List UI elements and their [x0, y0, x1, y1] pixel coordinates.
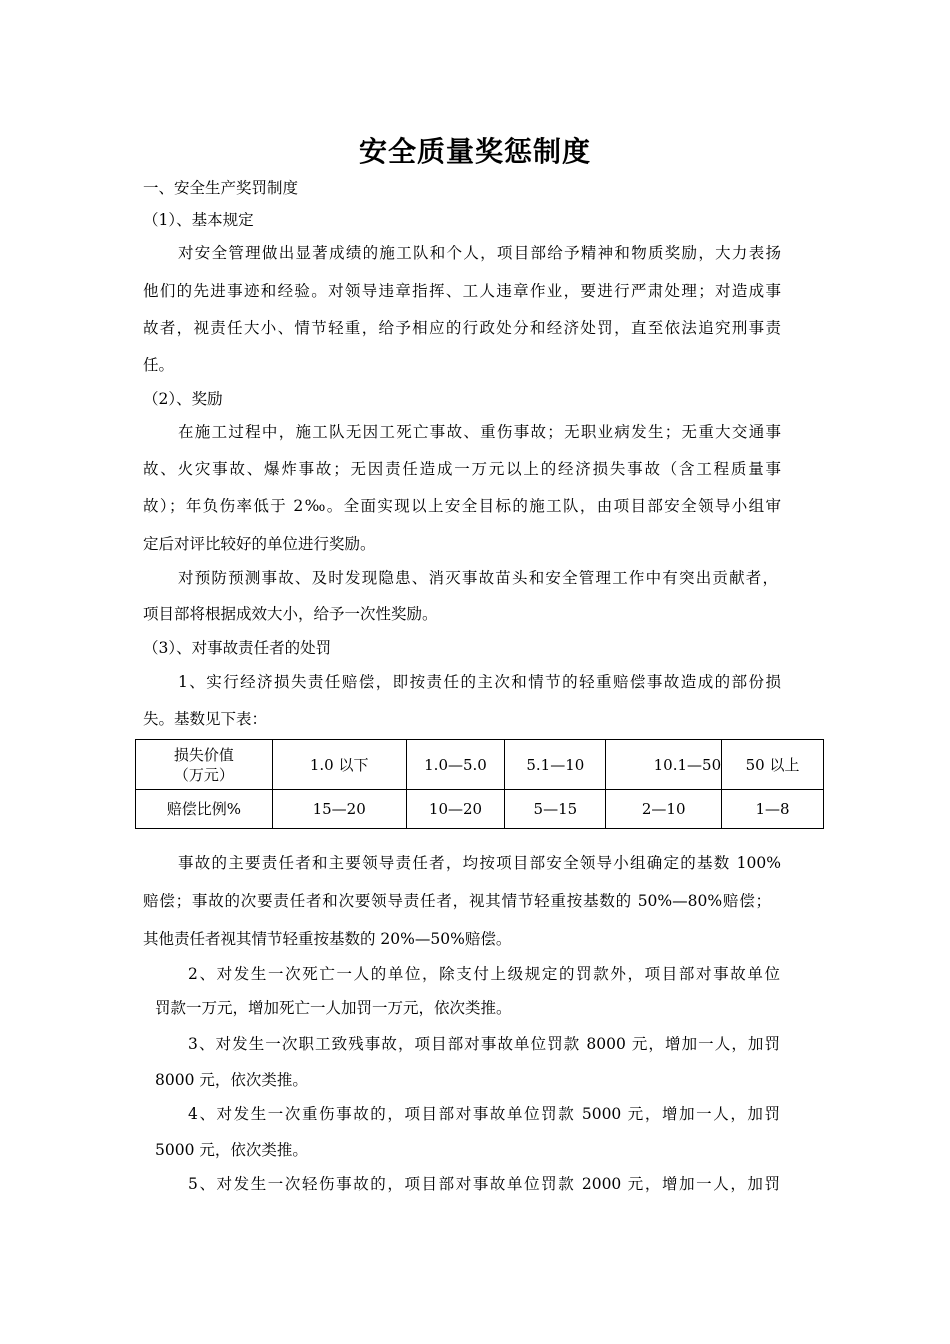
paragraph-line: 在施工过程中，施工队无因工死亡事故、重伤事故；无职业病发生；无重大交通事: [178, 423, 781, 441]
list-item-line: 罚款一万元，增加死亡一人加罚一万元，依次类推。: [155, 999, 512, 1017]
table-cell: 5.1—10: [505, 740, 606, 790]
table-cell: 1.0—5.0: [406, 740, 505, 790]
paragraph-line: 赔偿；事故的次要责任者和次要领导责任者，视其情节轻重按基数的 50%—80%赔偿；: [143, 892, 771, 910]
subsection-heading: （3）、对事故责任者的处罚: [143, 639, 332, 657]
list-item-line: 3、对发生一次职工致残事故，项目部对事故单位罚款 8000 元，增加一人，加罚: [188, 1035, 780, 1053]
paragraph-line: 事故的主要责任者和主要领导责任者，均按项目部安全领导小组确定的基数 100%: [178, 854, 781, 872]
paragraph-line: 故、火灾事故、爆炸事故；无因责任造成一万元以上的经济损失事故（含工程质量事: [143, 460, 781, 478]
paragraph-line: 1、实行经济损失责任赔偿，即按责任的主次和情节的轻重赔偿事故造成的部份损: [178, 673, 781, 691]
list-item-line: 5000 元，依次类推。: [155, 1141, 308, 1159]
paragraph-line: 项目部将根据成效大小，给予一次性奖励。: [143, 605, 438, 623]
paragraph-line: 对预防预测事故、及时发现隐患、消灭事故苗头和安全管理工作中有突出贡献者，: [178, 569, 778, 587]
subsection-heading: （1）、基本规定: [143, 211, 254, 229]
list-item-line: 4、对发生一次重伤事故的，项目部对事故单位罚款 5000 元，增加一人，加罚: [188, 1105, 780, 1123]
table-cell: 15—20: [272, 790, 406, 829]
paragraph-line: 任。: [143, 356, 175, 374]
paragraph-line: 故）；年负伤率低于 2‰。全面实现以上安全目标的施工队，由项目部安全领导小组审: [143, 497, 781, 515]
table-cell: 10.1—50: [606, 740, 722, 790]
table-cell: 1—8: [722, 790, 824, 829]
table-row: [136, 790, 824, 829]
table-cell: 1.0 以下: [272, 740, 406, 790]
paragraph-line: 他们的先进事迹和经验。对领导违章指挥、工人违章作业，要进行严肃处理；对造成事: [143, 282, 781, 300]
table-header-label: [136, 740, 273, 790]
header-label-line: （万元）: [173, 765, 234, 784]
paragraph-line: 失。基数见下表：: [143, 710, 268, 728]
table-cell: 50 以上: [722, 740, 824, 790]
paragraph-line: 故者，视责任大小、情节轻重，给予相应的行政处分和经济处罚，直至依法追究刑事责: [143, 319, 781, 337]
header-label-line: 损失价值: [173, 745, 234, 764]
table-cell: 10—20: [406, 790, 505, 829]
paragraph-line: 对安全管理做出显著成绩的施工队和个人，项目部给予精神和物质奖励，大力表扬: [178, 244, 781, 262]
table-header-row: [136, 740, 824, 790]
compensation-table: [135, 739, 824, 829]
table-row-label: 赔偿比例%: [136, 790, 273, 829]
paragraph-line: 定后对评比较好的单位进行奖励。: [143, 535, 376, 553]
table-cell: 5—15: [505, 790, 606, 829]
subsection-heading: （2）、奖励: [143, 390, 223, 408]
table-cell: 2—10: [606, 790, 722, 829]
paragraph-line: 其他责任者视其情节轻重按基数的 20%—50%赔偿。: [143, 930, 512, 948]
list-item-line: 8000 元，依次类推。: [155, 1071, 308, 1089]
list-item-line: 2、对发生一次死亡一人的单位，除支付上级规定的罚款外，项目部对事故单位: [188, 965, 780, 983]
list-item-line: 5、对发生一次轻伤事故的，项目部对事故单位罚款 2000 元，增加一人，加罚: [188, 1175, 780, 1193]
document-title: 安全质量奖惩制度: [358, 135, 591, 168]
section-heading: 一、安全生产奖罚制度: [143, 179, 299, 197]
